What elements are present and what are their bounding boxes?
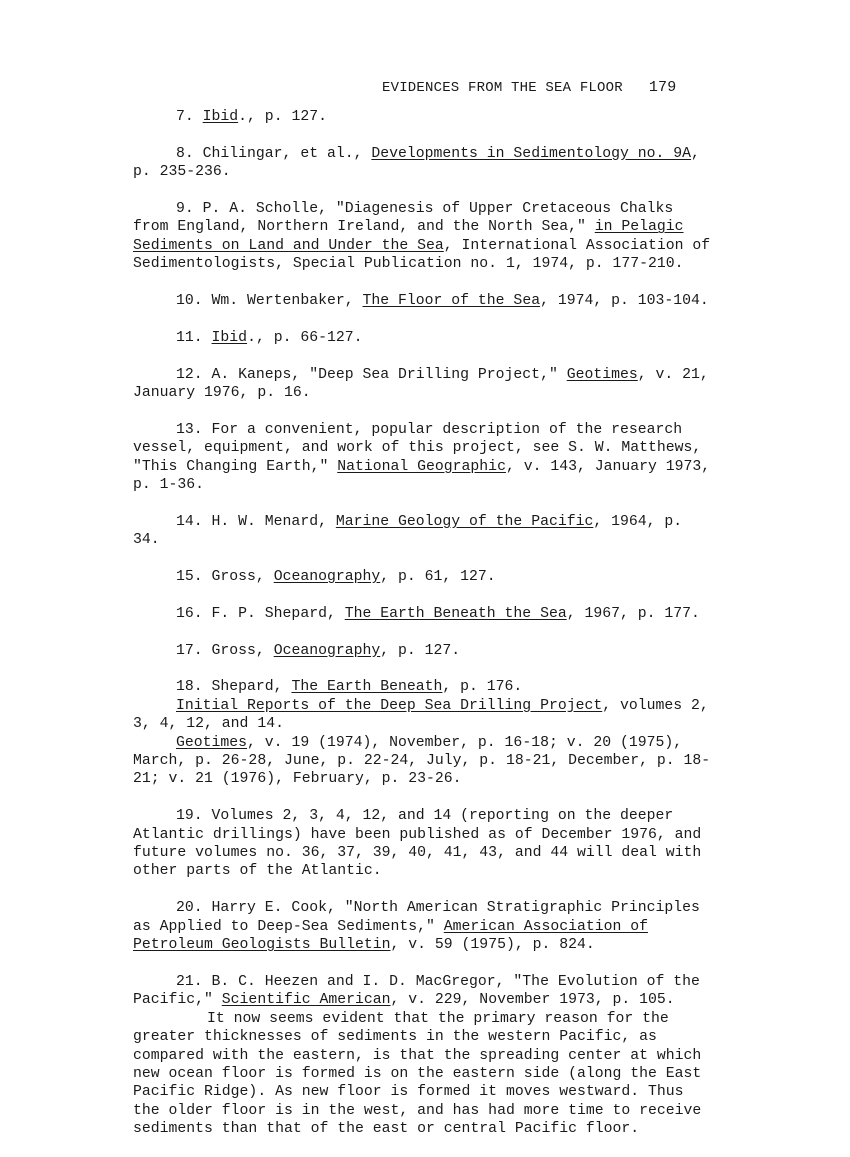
note-text: , v. 19 (1974), November, p. 16-18; v. 20 (1975), March, p. 26-28, June, p. 22-24, July, p. 18-21, December, p. 18-21; v. 21 (1976), February, p. 23-26. [133,734,711,788]
endnote [133,642,713,660]
endnote-line [133,108,713,126]
note-text: 21. B. C. Heezen and I. D. MacGregor, "The Evolution of the Pacific," [133,973,700,1009]
underlined-title: Ibid [202,109,239,125]
underlined-title: Developments in Sedimentology no. 9A [371,145,692,162]
endnote-line [133,807,713,881]
endnote [133,678,713,788]
endnote-line [133,200,713,274]
underlined-title: The Earth Beneath the Sea [344,605,567,622]
commentary-paragraph [133,1010,713,1139]
note-text: , 1967, p. 177. [566,605,700,622]
underlined-title: Geotimes [566,366,638,383]
running-header [382,79,676,96]
note-text: , p. 235-236. [133,145,700,181]
note-text: 17. Gross, [176,642,274,659]
endnote [133,421,713,495]
note-text: 9. P. A. Scholle, "Diagenesis of Upper Cretaceous Chalks from England, Northern Ireland, and the North Sea," [133,201,674,236]
note-text: , 1964, p. 34. [133,513,683,549]
endnote-line [133,329,713,347]
note-text: ., p. 127. [238,109,327,125]
underlined-title: Ibid [211,329,248,346]
note-text: 15. Gross, [176,569,274,586]
endnote-line [133,421,713,495]
endnote [133,807,713,881]
note-text: 11. [176,329,212,346]
underlined-title: The Floor of the Sea [362,293,541,310]
underlined-title: The Earth Beneath [291,679,443,696]
endnote [133,145,713,182]
underlined-title: American Association of Petroleum Geologists Bulletin [133,918,649,954]
endnote-line [133,605,713,623]
endnote [133,605,713,623]
endnote-line [133,513,713,550]
endnotes-list [133,108,713,1157]
note-text: ., p. 66-127. [247,329,363,346]
endnote-line [133,568,713,586]
note-text: 16. F. P. Shepard, [176,605,345,622]
endnote-line [133,678,713,696]
endnote-line [133,899,713,954]
note-text: 20. Harry E. Cook, "North American Stratigraphic Principles as Applied to Deep-Sea Sediments," [133,900,700,935]
note-text: , International Association of Sedimentologists, Special Publication no. 1, 1974, p. 177-210. [133,237,711,273]
note-text: 13. For a convenient, popular description of the research vessel, equipment, and work of this project, see S. W. Matthews, "This Changing Earth," [133,421,702,475]
endnote-line [133,292,713,310]
note-text: , volumes 2, 3, 4, 12, and 14. [133,697,709,733]
endnote [133,366,713,403]
note-text: 12. A. Kaneps, "Deep Sea Drilling Project," [176,366,567,383]
endnote [133,329,713,347]
endnote-line [133,366,713,403]
underlined-title: Geotimes [176,734,248,751]
note-text: 10. Wm. Wertenbaker, [176,293,363,310]
underlined-title: Oceanography [273,642,381,659]
underlined-title: Oceanography [273,569,381,586]
endnote [133,899,713,954]
note-text: , v. 21, January 1976, p. 16. [133,366,709,402]
underlined-title: Scientific American [221,992,391,1009]
endnote-line [133,642,713,660]
note-text: It now seems evident that the primary reason for the greater thicknesses of sediments in the western Pacific, as compared with the eastern, is that the spreading center at which new ocean floor is formed is on the eastern side (along the East Pacific Ridge). As new floor is formed it moves westward. Thus the older floor is in the west, and has had more time to receive sediments than that of the east or central Pacific floor. [133,1010,702,1138]
note-text: , 1974, p. 103-104. [540,293,709,310]
note-text: , p. 61, 127. [380,569,496,586]
page-number: 179 [648,79,677,96]
endnote-continuation [133,697,713,734]
underlined-title: Marine Geology of the Pacific [335,513,594,530]
endnote [133,568,713,586]
endnote [133,973,713,1139]
note-text: 7. [176,109,203,125]
running-title: EVIDENCES FROM THE SEA FLOOR [382,80,623,96]
note-text: 8. Chilingar, et al., [176,145,372,162]
endnote-line [133,973,713,1010]
note-text: , p. 176. [442,679,523,696]
endnote-line [133,145,713,182]
endnote [133,513,713,550]
underlined-title: National Geographic [337,458,506,475]
note-text: , v. 143, January 1973, p. 1-36. [133,458,711,494]
endnote [133,200,713,274]
note-text: 18. Shepard, [176,679,292,696]
note-text: , v. 59 (1975), p. 824. [390,937,595,954]
note-text: , v. 229, November 1973, p. 105. [390,992,675,1009]
endnote [133,292,713,310]
endnote [133,108,713,126]
note-text: 14. H. W. Menard, [176,513,336,530]
underlined-title: Initial Reports of the Deep Sea Drilling Project [176,697,603,714]
underlined-title: in Pelagic Sediments on Land and Under the Sea [133,219,684,254]
endnote-continuation [133,734,713,789]
note-text: 19. Volumes 2, 3, 4, 12, and 14 (reporting on the deeper Atlantic drillings) have been published as of December 1976, and future volumes no. 36, 37, 39, 40, 41, 43, and 44 will deal with other parts of the Atlantic. [133,808,702,880]
note-text: , p. 127. [380,642,461,659]
